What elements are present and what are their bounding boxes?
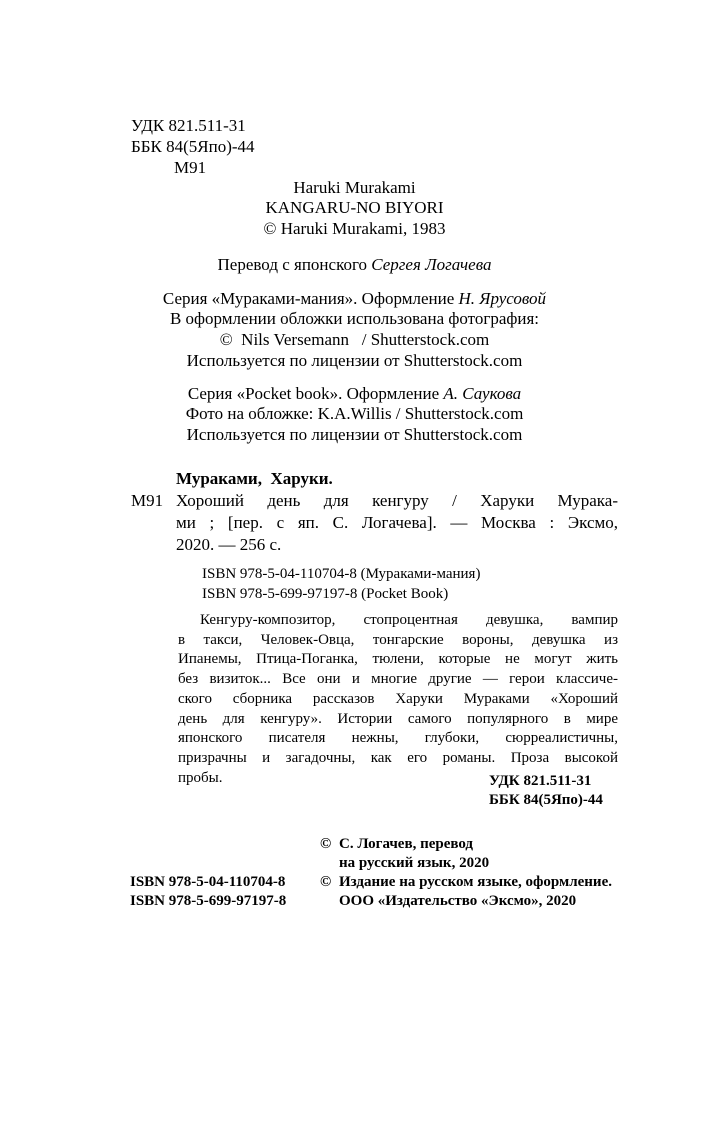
original-title: KANGARU-NO BIYORI: [265, 198, 444, 217]
catalog-bbk: ББК 84(5Япо)-44: [489, 792, 603, 808]
catalog-mark: М91: [131, 491, 164, 510]
translation-credit: [0, 254, 709, 276]
translation-prefix: Перевод с японского: [217, 255, 368, 274]
description-line: 2020. — 256 с.: [176, 535, 282, 554]
description-line: ми ; [пер. с яп. С. Логачева]. — Москва : Эксмо,: [176, 513, 618, 532]
series1-designer: Н. Ярусовой: [458, 289, 547, 308]
series2-line3: Используется по лицензии от Shutterstock.com: [186, 425, 523, 444]
abstract-line: японского писателя нежны, глубоки, сюрреалистичны,: [178, 730, 618, 747]
abstract-line: в такси, Человек-Овца, тонгарские вороны, девушка из: [178, 631, 618, 648]
footer-isbn-1: ISBN 978-5-04-110704-8: [130, 874, 286, 890]
catalog-description: [176, 490, 618, 556]
series1-line1: [0, 288, 709, 310]
catalog-isbn-2: ISBN 978-5-699-97197-8 (Pocket Book): [202, 586, 449, 602]
copyright-translation-cont: на русский язык, 2020: [339, 855, 490, 871]
series1-line3: © Nils Versemann / Shutterstock.com: [219, 330, 490, 349]
abstract-line: пробы.: [178, 769, 223, 786]
udk-code: УДК 821.511-31: [131, 116, 246, 135]
abstract-line: призрачны и загадочны, как его романы. Проза высокой: [178, 749, 618, 766]
copyright-sign: ©: [320, 836, 332, 852]
abstract-line: Кенгуру-композитор, стопроцентная девушка, вампир: [200, 612, 618, 628]
series2-designer: А. Саукова: [443, 384, 522, 403]
abstract-line: день для кенгуру». Истории самого популярного в мире: [178, 710, 618, 727]
copyright-edition: Издание на русском языке, оформление.: [339, 874, 612, 890]
catalog-udk: УДК 821.511-31: [489, 773, 592, 789]
abstract-line: без визиток... Все они и многие другие — герои классиче-: [178, 671, 618, 688]
series1-line4: Используется по лицензии от Shutterstock.com: [186, 351, 523, 370]
translator-name: Сергея Логачева: [371, 255, 492, 274]
copyright-sign: ©: [320, 874, 332, 890]
catalog-heading: Мураками, Харуки.: [176, 469, 333, 488]
copyright-translation: С. Логачев, перевод: [339, 836, 474, 852]
copyright-publisher: ООО «Издательство «Эксмо», 2020: [339, 893, 577, 909]
original-author: Haruki Murakami: [293, 178, 416, 197]
series1-prefix: Серия «Мураками-мания». Оформление: [162, 289, 455, 308]
bbk-code: ББК 84(5Япо)-44: [131, 137, 255, 156]
series2-prefix: Серия «Pocket book». Оформление: [187, 384, 440, 403]
catalog-abstract: [178, 611, 618, 788]
abstract-line: Ипанемы, Птица-Поганка, тюлени, которые не могут жить: [178, 651, 618, 668]
author-mark: М91: [174, 158, 207, 177]
abstract-line: ского сборника рассказов Харуки Мураками «Хороший: [178, 690, 618, 707]
description-line: Хороший день для кенгуру / Харуки Мурака-: [176, 491, 618, 510]
series2-line1: [0, 383, 709, 405]
original-copyright: © Haruki Murakami, 1983: [263, 219, 446, 238]
series2-line2: Фото на обложке: K.A.Willis / Shutterstock.com: [185, 404, 524, 423]
series1-line2: В оформлении обложки использована фотография:: [169, 309, 540, 328]
footer-isbn-2: ISBN 978-5-699-97197-8: [130, 893, 287, 909]
catalog-isbn-1: ISBN 978-5-04-110704-8 (Мураками-мания): [202, 566, 481, 582]
